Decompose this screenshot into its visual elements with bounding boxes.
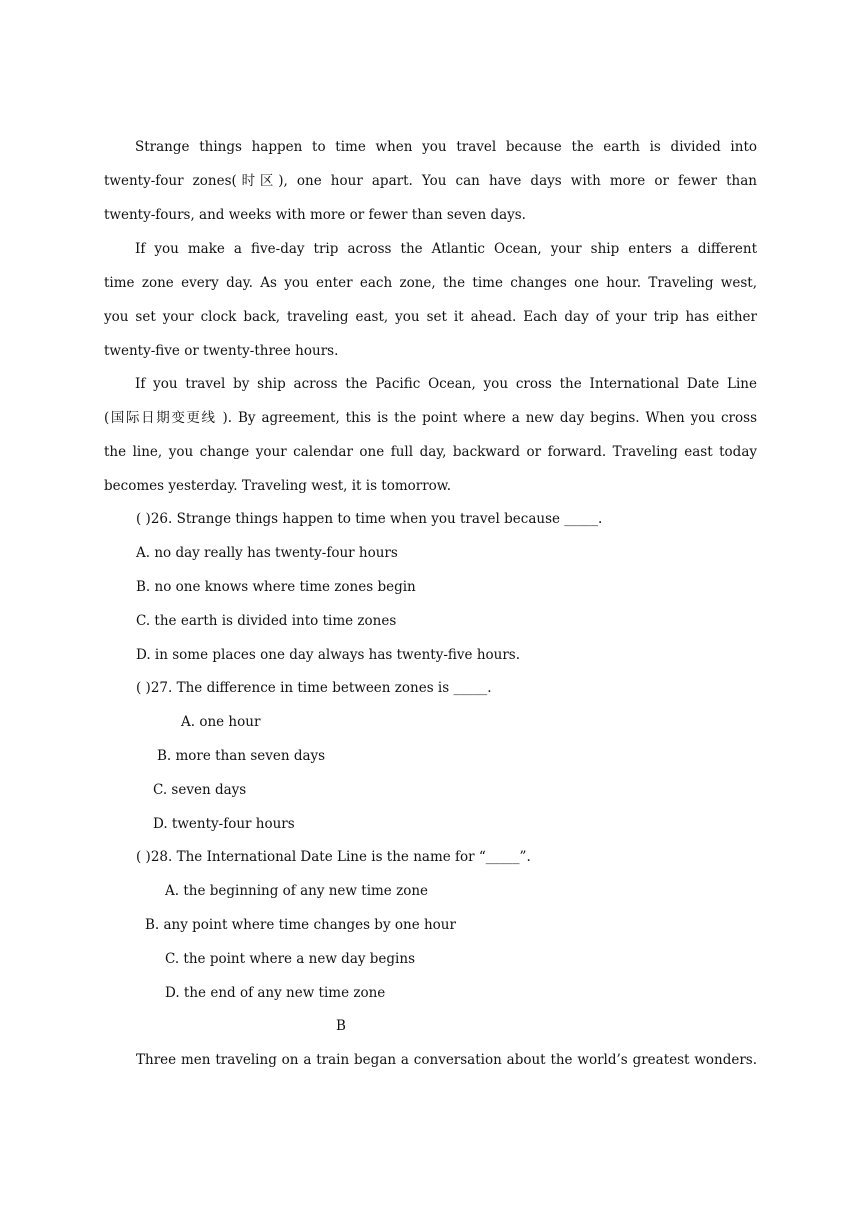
question-28-option-c: C. the point where a new day begins xyxy=(165,951,415,967)
question-27-stem: ( )27. The difference in time between zones is _____. xyxy=(136,680,492,696)
passage-a-p1-line1: Strange things happen to time when you travel because the earth is divided into xyxy=(135,139,757,155)
question-28-option-b: B. any point where time changes by one hour xyxy=(145,917,456,933)
passage-a-p3-line4: becomes yesterday. Traveling west, it is tomorrow. xyxy=(104,478,452,494)
question-26-option-d: D. in some places one day always has twenty-five hours. xyxy=(136,647,521,663)
passage-a-p2-line1: If you make a five-day trip across the Atlantic Ocean, your ship enters a different xyxy=(135,241,757,257)
passage-a-p2-line3: you set your clock back, traveling east, you set it ahead. Each day of your trip has either xyxy=(104,309,757,325)
section-b-heading: B xyxy=(336,1018,346,1034)
passage-a-p1-line3: twenty-fours, and weeks with more or fewer than seven days. xyxy=(104,207,526,223)
question-28-option-a: A. the beginning of any new time zone xyxy=(165,883,429,899)
question-27-option-c: C. seven days xyxy=(153,782,247,798)
passage-a-p2-line4: twenty-five or twenty-three hours. xyxy=(104,343,339,359)
question-28-option-d: D. the end of any new time zone xyxy=(165,985,386,1001)
passage-a-p3-line1: If you travel by ship across the Pacific Ocean, you cross the International Date Line xyxy=(135,376,757,392)
passage-a-p3-line3: the line, you change your calendar one full day, backward or forward. Traveling east today xyxy=(104,444,757,460)
passage-a-p2-line2: time zone every day. As you enter each zone, the time changes one hour. Traveling west, xyxy=(104,275,757,291)
question-26-option-c: C. the earth is divided into time zones xyxy=(136,613,397,629)
question-26-option-b: B. no one knows where time zones begin xyxy=(136,579,416,595)
question-27-option-a: A. one hour xyxy=(181,714,261,730)
passage-a-p1-line2: twenty-four zones(时区), one hour apart. You can have days with more or fewer than xyxy=(104,173,757,189)
question-27-option-d: D. twenty-four hours xyxy=(153,816,295,832)
question-28-stem: ( )28. The International Date Line is the name for “_____”. xyxy=(136,849,531,865)
question-27-option-b: B. more than seven days xyxy=(157,748,326,764)
section-b-first-line: Three men traveling on a train began a conversation about the world’s greatest wonders. xyxy=(136,1052,757,1068)
passage-a-p3-line2: (国际日期变更线 ). By agreement, this is the point where a new day begins. When you cross xyxy=(104,410,757,426)
question-26-stem: ( )26. Strange things happen to time when you travel because _____. xyxy=(136,511,603,527)
question-26-option-a: A. no day really has twenty-four hours xyxy=(136,545,398,561)
